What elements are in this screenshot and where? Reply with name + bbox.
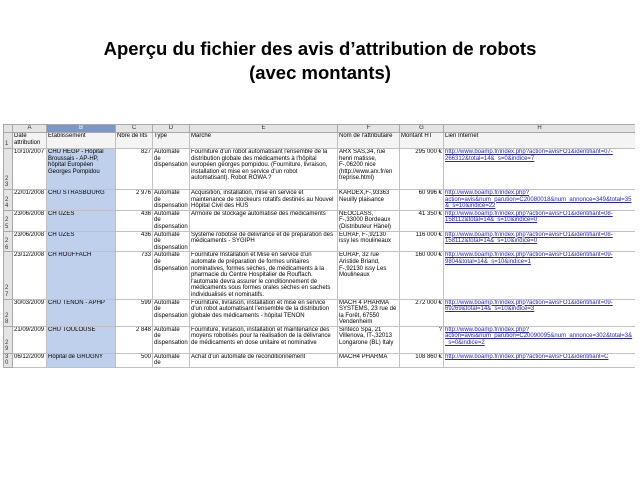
cell-lits[interactable]: 2 848: [116, 326, 153, 353]
cell-etablissement[interactable]: CHU TENON - APHP: [47, 299, 116, 326]
header-cell-montant[interactable]: Montant HT: [400, 133, 444, 149]
column-header-c[interactable]: C: [116, 125, 153, 133]
column-header-b[interactable]: B: [47, 125, 116, 133]
cell-montant[interactable]: 108 860 €: [400, 353, 444, 367]
column-header-a[interactable]: A: [13, 125, 47, 133]
row-header[interactable]: 23: [4, 149, 13, 190]
table-header-row: [4, 133, 636, 149]
cell-attributaire[interactable]: NEOCLASS, F-,33000 Bordeaux (Distributeur Hänel): [338, 210, 400, 231]
cell-attributaire[interactable]: KARDEX,F-,93363 Neuilly plaisance: [338, 190, 400, 211]
cell-lien[interactable]: http://www.boamp.fr/index.php?action=avis&num_parution=C20090095&num_annonce=302&total=3&_s=0&indice=2: [444, 326, 636, 353]
cell-marche[interactable]: Fourniture d'un robot automatisant l'ensemble de la distribution globale des médicaments à l'hôpital européen georges pompidou. (Fourniture, livraison, installation et mise en service d'un robot automatisant). Robot ROWA ?: [190, 149, 338, 190]
column-header-d[interactable]: D: [153, 125, 190, 133]
cell-date[interactable]: 23/06/2008: [13, 210, 47, 231]
cell-lien[interactable]: http://www.boamp.fr/index.php?action=avisFO1&identifiant=C: [444, 353, 636, 367]
cell-type[interactable]: Automate de dispensation: [154, 231, 188, 251]
cell-etablissement[interactable]: CH UZES: [47, 231, 116, 252]
cell-date[interactable]: 22/01/2008: [13, 190, 47, 211]
cell-date[interactable]: 23/06/2008: [13, 231, 47, 252]
cell-lits[interactable]: 599: [116, 299, 153, 326]
header-cell-lits[interactable]: Nbre de lits: [116, 133, 153, 149]
column-header-h[interactable]: H: [444, 125, 636, 133]
row-header[interactable]: 26: [4, 231, 13, 252]
cell-etablissement[interactable]: CHU STRASBOURG: [47, 190, 116, 211]
cell-lits[interactable]: 733: [116, 252, 153, 299]
column-header-f[interactable]: F: [338, 125, 400, 133]
cell-montant[interactable]: 60 996 €: [400, 190, 444, 211]
cell-attributaire[interactable]: ARX SAS,34, rue henri matisse, F-,06200 nice (http://www.arx.fr/en treprise.html): [338, 149, 400, 190]
cell-attributaire[interactable]: EURAF, F-,92130 issy les moulineaux: [338, 231, 400, 252]
header-cell-etablissement[interactable]: Etablissement: [47, 133, 116, 149]
table-row: [4, 149, 636, 190]
cell-montant[interactable]: 116 000 €: [400, 231, 444, 252]
header-cell-attributaire[interactable]: Nom de l'attributaire: [338, 133, 400, 149]
cell-etablissement[interactable]: CH ROUFFACH: [47, 252, 116, 299]
cell-marche[interactable]: Achat d'un automate de reconditionnement: [190, 353, 338, 367]
cell-lien[interactable]: http://www.boamp.fr/index.php?action=avisFO1&identifiant=07-266312&total=14&_s=0&indice=7: [444, 149, 636, 190]
column-header-e[interactable]: E: [190, 125, 338, 133]
slide-title-line2: (avec montants): [249, 62, 391, 83]
cell-date[interactable]: 06/12/2009: [13, 353, 47, 367]
cell-etablissement[interactable]: CH UZES: [47, 210, 116, 231]
cell-montant[interactable]: 41 350 €: [400, 210, 444, 231]
cell-etablissement[interactable]: CHU TOULOUSE: [47, 326, 116, 353]
row-header[interactable]: 24: [4, 190, 13, 211]
cell-date[interactable]: 23/12/2008: [13, 252, 47, 299]
cell-lien[interactable]: http://www.boamp.fr/index.php?action=avisFO1&identifiant=09-69269&total=14&_s=10&indice=3: [444, 299, 636, 326]
cell-marche[interactable]: Acquisition, installation, mise en service et maintenance de stockeurs rotatifs destinés au Nouvel Hôpital Civil des HUS: [190, 190, 338, 211]
cell-type[interactable]: Automate de dispensation: [153, 252, 190, 299]
row-header[interactable]: 29: [4, 326, 13, 353]
cell-type[interactable]: Automate de dispensation: [154, 190, 188, 210]
table-row: [4, 252, 636, 299]
cell-marche[interactable]: Fourniture, livraison, installation et maintenance des moyens robotisés pour la réalisation de la délivrance de médicaments en dose unitaire et nominative: [190, 326, 338, 353]
cell-lien[interactable]: http://www.boamp.fr/index.php?action=avisFO1&identifiant=09-9804&total=14&_s=10&indice=1: [444, 252, 636, 299]
cell-lien[interactable]: http://www.boamp.fr/index.php?action=avisFO1&identifiant=08-158112&total=14&_s=10&indice=0: [444, 210, 636, 231]
row-header[interactable]: 25: [4, 210, 13, 231]
row-header[interactable]: 30: [4, 353, 13, 367]
cell-date[interactable]: 21/09/2009: [13, 326, 47, 353]
slide-title-line1: Aperçu du fichier des avis d’attribution de robots: [103, 38, 537, 59]
cell-lien[interactable]: http://www.boamp.fr/index.php?action=avisFO1&identifiant=08-158112&total=14&_s=10&indice=0: [444, 231, 636, 252]
table-row: [4, 299, 636, 326]
cell-date[interactable]: 10/10/2007: [13, 149, 47, 190]
cell-type[interactable]: Automate de dispensation: [153, 149, 190, 190]
cell-montant[interactable]: 160 000 €: [400, 252, 444, 299]
row-header[interactable]: 28: [4, 299, 13, 326]
cell-type[interactable]: Automate de dispensation: [153, 299, 190, 326]
cell-type[interactable]: Automate de dispensation: [154, 210, 188, 230]
table-row: [4, 353, 636, 367]
cell-lien[interactable]: http://www.boamp.fr/index.php?action=avis&num_parution=C20080018&num_annonce=349&total=35&_s=10&indice=22: [444, 190, 636, 211]
cell-type[interactable]: Automate de dispensation: [153, 326, 190, 353]
table-row: [4, 326, 636, 353]
header-cell-date[interactable]: Date attribution: [13, 133, 47, 149]
cell-marche[interactable]: Fourniture, livraison, installation et mise en service d'un robot automatisant l'ensemble de la distribution globale des médicaments - hôpital TENON: [190, 299, 338, 326]
cell-type[interactable]: Automate de: [153, 353, 190, 367]
cell-lits[interactable]: 436: [116, 210, 153, 231]
table-row: [4, 231, 636, 252]
cell-montant[interactable]: ?: [400, 326, 444, 353]
spreadsheet-grid: [3, 124, 635, 368]
row-header[interactable]: 1: [4, 133, 13, 149]
table-row: [4, 190, 636, 211]
cell-marche[interactable]: Fourniture Installation et Mise en service d'un automate de préparation de formes unitaires nominatives, formes sèches, de médicaments à la pharmacie du Centre Hospitalier de Rouffach. l'automate devra assurer le conditionnement de médicaments sous formes orales sèches en sachets individualisés et nominatifs.: [190, 252, 338, 299]
cell-lits[interactable]: 500: [116, 353, 153, 367]
column-header-row: [4, 125, 636, 133]
table-row: [4, 210, 636, 231]
cell-lits[interactable]: 2 976: [116, 190, 153, 211]
header-cell-type[interactable]: Type: [153, 133, 190, 149]
header-cell-lien[interactable]: Lien Internet: [444, 133, 636, 149]
cell-attributaire[interactable]: MACH 4 PHARMA SYSTEMS, 23 rue de la Forêt, 67550 Vendenheim: [338, 299, 400, 326]
cell-etablissement[interactable]: Hôpital de GRUGNY: [47, 353, 116, 367]
cell-attributaire[interactable]: Sinteco Spa, 21 Villenova, IT-,32013 Longarone (BL) Italy: [338, 326, 400, 353]
slide-title: [0, 37, 640, 85]
row-header[interactable]: 27: [4, 252, 13, 299]
select-all-corner[interactable]: [4, 125, 13, 133]
column-header-g[interactable]: G: [400, 125, 444, 133]
cell-attributaire[interactable]: MACH4 PHARMA: [338, 353, 400, 367]
cell-attributaire[interactable]: EURAF, 32 rue Aristide Briand, F-,92130 issy Les Moulineaux: [338, 252, 400, 299]
cell-montant[interactable]: 272 000 €: [400, 299, 444, 326]
cell-lits[interactable]: 436: [116, 231, 153, 252]
spreadsheet[interactable]: [3, 124, 635, 371]
cell-montant[interactable]: 295 000 €: [400, 149, 444, 190]
header-cell-marche[interactable]: Marché: [190, 133, 338, 149]
cell-etablissement[interactable]: CHU HEGP - Hôpital Broussais - AP-HP, hôpital Européen Georges Pompidou: [47, 149, 116, 190]
cell-marche[interactable]: Armoire de stockage automatisé des médicaments: [190, 210, 338, 231]
cell-marche[interactable]: Système robotisé de délivrance et de préparation des médicaments - SYGIPH: [190, 231, 338, 252]
cell-date[interactable]: 30/03/2009: [13, 299, 47, 326]
cell-lits[interactable]: 827: [116, 149, 153, 190]
